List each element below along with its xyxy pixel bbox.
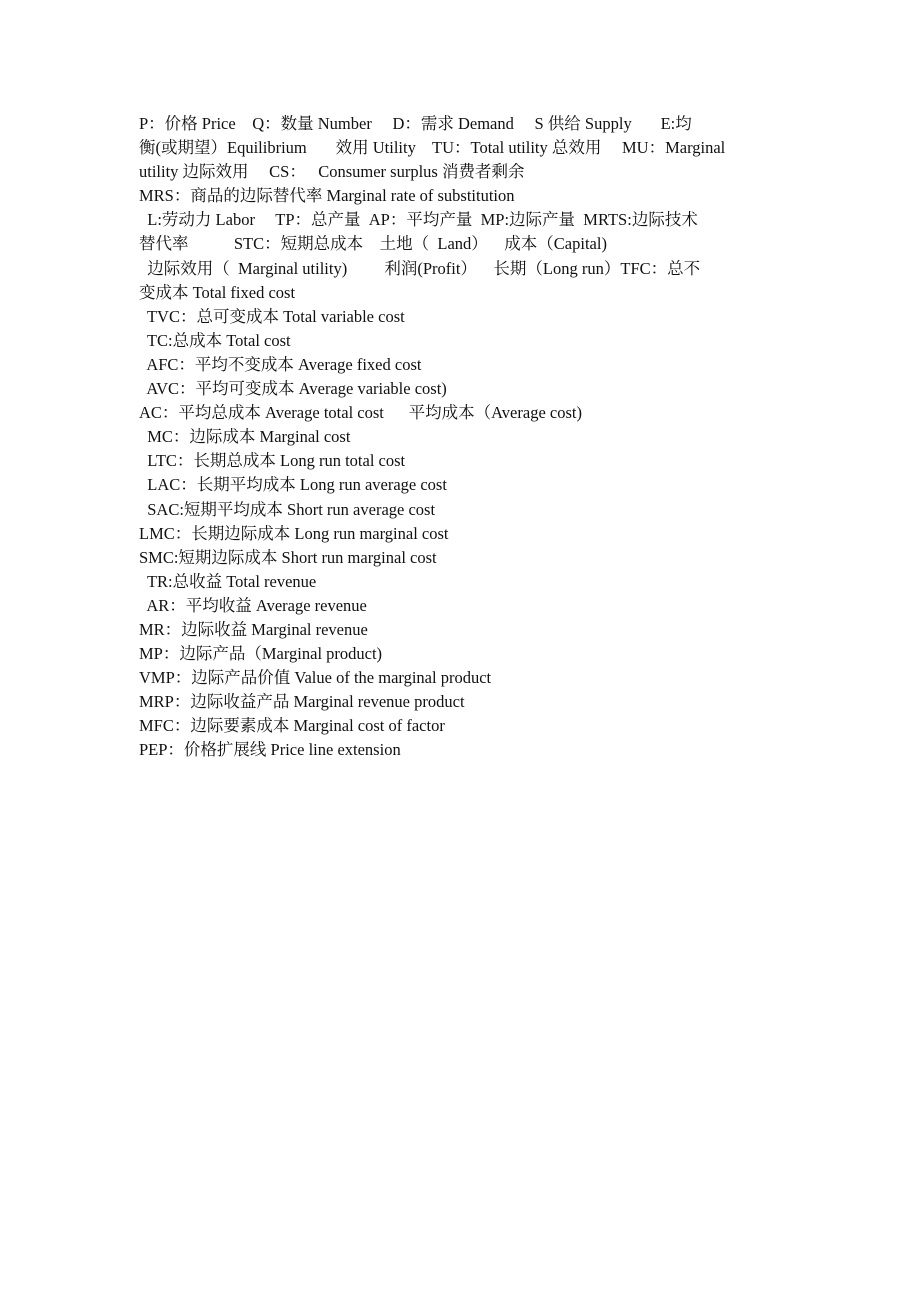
text-line: AR：平均收益 Average revenue: [139, 595, 367, 615]
text-line: MP：边际产品（Marginal product): [139, 644, 383, 664]
text-line: MRS：商品的边际替代率 Marginal rate of substitution: [139, 186, 515, 206]
text-line: VMP：边际产品价值 Value of the marginal product: [139, 668, 492, 688]
text-line: SMC:短期边际成本 Short run marginal cost: [139, 547, 437, 567]
text-line: 变成本 Total fixed cost: [139, 282, 296, 302]
text-line: utility 边际效用 CS： Consumer surplus 消费者剩余: [139, 162, 525, 182]
text-line: PEP：价格扩展线 Price line extension: [139, 740, 401, 760]
text-line: 替代率 STC：短期总成本 土地（ Land） 成本（Capital): [139, 234, 607, 254]
text-line: LTC：长期总成本 Long run total cost: [139, 451, 406, 471]
text-line: TVC：总可变成本 Total variable cost: [139, 306, 405, 326]
text-line: P：价格 Price Q：数量 Number D：需求 Demand S 供给 Supply E:均: [139, 114, 692, 133]
text-line: MFC：边际要素成本 Marginal cost of factor: [139, 716, 445, 736]
text-line: L:劳动力 Labor TP：总产量 AP：平均产量 MP:边际产量 MRTS:边际技术: [139, 210, 698, 230]
text-line: MR：边际收益 Marginal revenue: [139, 619, 368, 639]
text-line: 边际效用（ Marginal utility) 利润(Profit） 长期（Long run）TFC：总不: [139, 258, 701, 278]
glossary-text: [139, 112, 829, 763]
text-line: MRP：边际收益产品 Marginal revenue product: [139, 692, 465, 712]
text-line: LMC：长期边际成本 Long run marginal cost: [139, 523, 449, 543]
text-line: TR:总收益 Total revenue: [139, 571, 317, 591]
text-line: MC：边际成本 Marginal cost: [139, 427, 351, 447]
text-line: AVC：平均可变成本 Average variable cost): [139, 379, 447, 399]
text-line: AFC：平均不变成本 Average fixed cost: [139, 354, 422, 374]
text-line: TC:总成本 Total cost: [139, 330, 291, 350]
text-line: 衡(或期望）Equilibrium 效用 Utility TU：Total utility 总效用 MU：Marginal: [139, 138, 726, 158]
text-line: AC：平均总成本 Average total cost 平均成本（Average cost): [139, 403, 582, 423]
text-line: LAC：长期平均成本 Long run average cost: [139, 475, 447, 495]
text-line: SAC:短期平均成本 Short run average cost: [139, 499, 436, 519]
